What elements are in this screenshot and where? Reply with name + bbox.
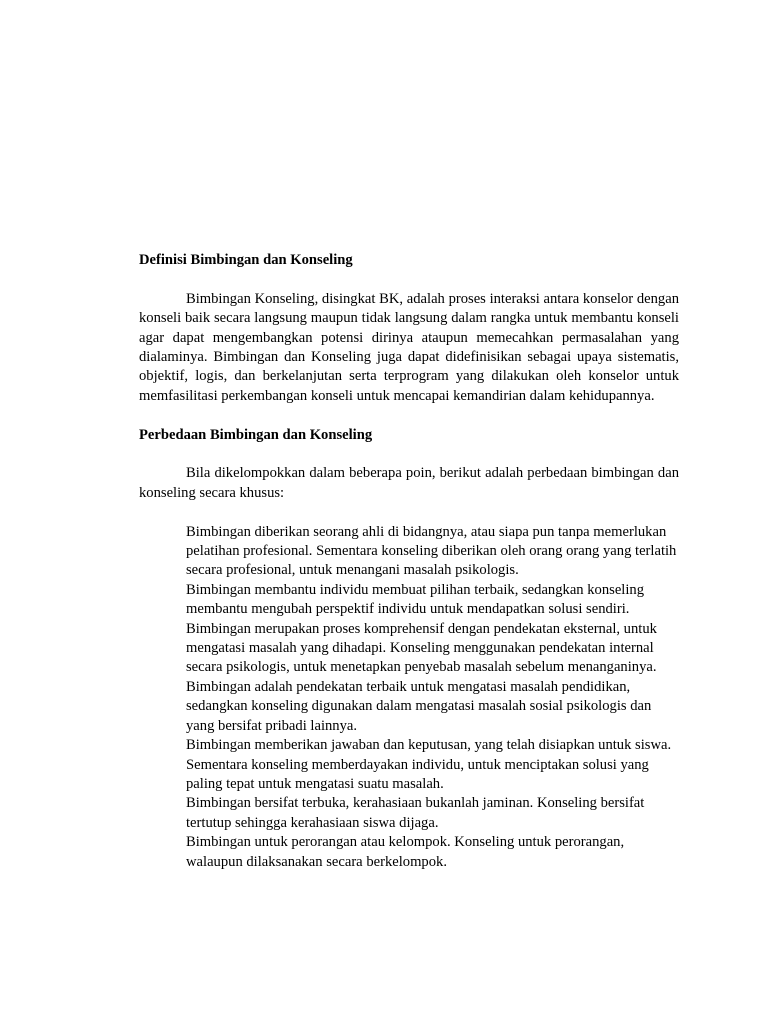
spacer [139, 503, 679, 522]
list-item: Bimbingan merupakan proses komprehensif dengan pendekatan eksternal, untuk mengatasi masalah yang dihadapi. Konseling menggunakan pendekatan internal secara psikologis, untuk menetapkan penyebab masalah sebelum menanganinya. [186, 620, 657, 676]
difference-list [139, 523, 679, 872]
list-item: Bimbingan untuk perorangan atau kelompok. Konseling untuk perorangan, walaupun dilaksanakan secara berkelompok. [186, 834, 625, 870]
list-item: Bimbingan adalah pendekatan terbaik untuk mengatasi masalah pendidikan, sedangkan konseling digunakan dalam mengatasi masalah sosial psikologis dan yang bersifat pribadi lainnya. [186, 678, 652, 734]
intro-paragraph: Bila dikelompokkan dalam beberapa poin, berikut adalah perbedaan bimbingan dan konseling secara khusus: [139, 465, 679, 501]
definition-paragraph: Bimbingan Konseling, disingkat BK, adalah proses interaksi antara konselor dengan konseli baik secara langsung maupun tidak langsung dalam rangka untuk membantu konseli agar dapat mengembangkan potensi dirinya ataupun memecahkan permasalahan yang dialaminya. Bimbingan dan Konseling juga dapat didefinisikan sebagai upaya sistematis, objektif, logis, dan berkelanjutan serta terprogram yang dilakukan oleh konselor untuk memfasilitasi perkembangan konseli untuk mencapai kemandirian dalam kehidupannya. [139, 290, 679, 404]
list-item: Bimbingan memberikan jawaban dan keputusan, yang telah disiapkan untuk siswa. Sementara konseling memberdayakan individu, untuk menciptakan solusi yang paling tepat untuk mengatasi suatu masalah. [186, 737, 672, 792]
section-heading-perbedaan: Perbedaan Bimbingan dan Konseling [139, 426, 373, 443]
section-heading-definisi: Definisi Bimbingan dan Konseling [139, 252, 353, 268]
spacer [139, 270, 679, 289]
list-item: Bimbingan bersifat terbuka, kerahasiaan bukanlah jaminan. Konseling bersifat tertutup sehingga kerahasiaan siswa dijaga. [186, 795, 645, 831]
list-item: Bimbingan diberikan seorang ahli di bidangnya, atau siapa pun tanpa memerlukan pelatihan profesional. Sementara konseling diberikan oleh orang orang yang terlatih secara profesional, untuk menangani masalah psikologis. [186, 523, 677, 579]
document-content [139, 251, 679, 872]
spacer [139, 406, 679, 425]
spacer [139, 445, 679, 464]
list-item: Bimbingan membantu individu membuat pilihan terbaik, sedangkan konseling membantu mengubah perspektif individu untuk mendapatkan solusi sendiri. [186, 581, 645, 618]
